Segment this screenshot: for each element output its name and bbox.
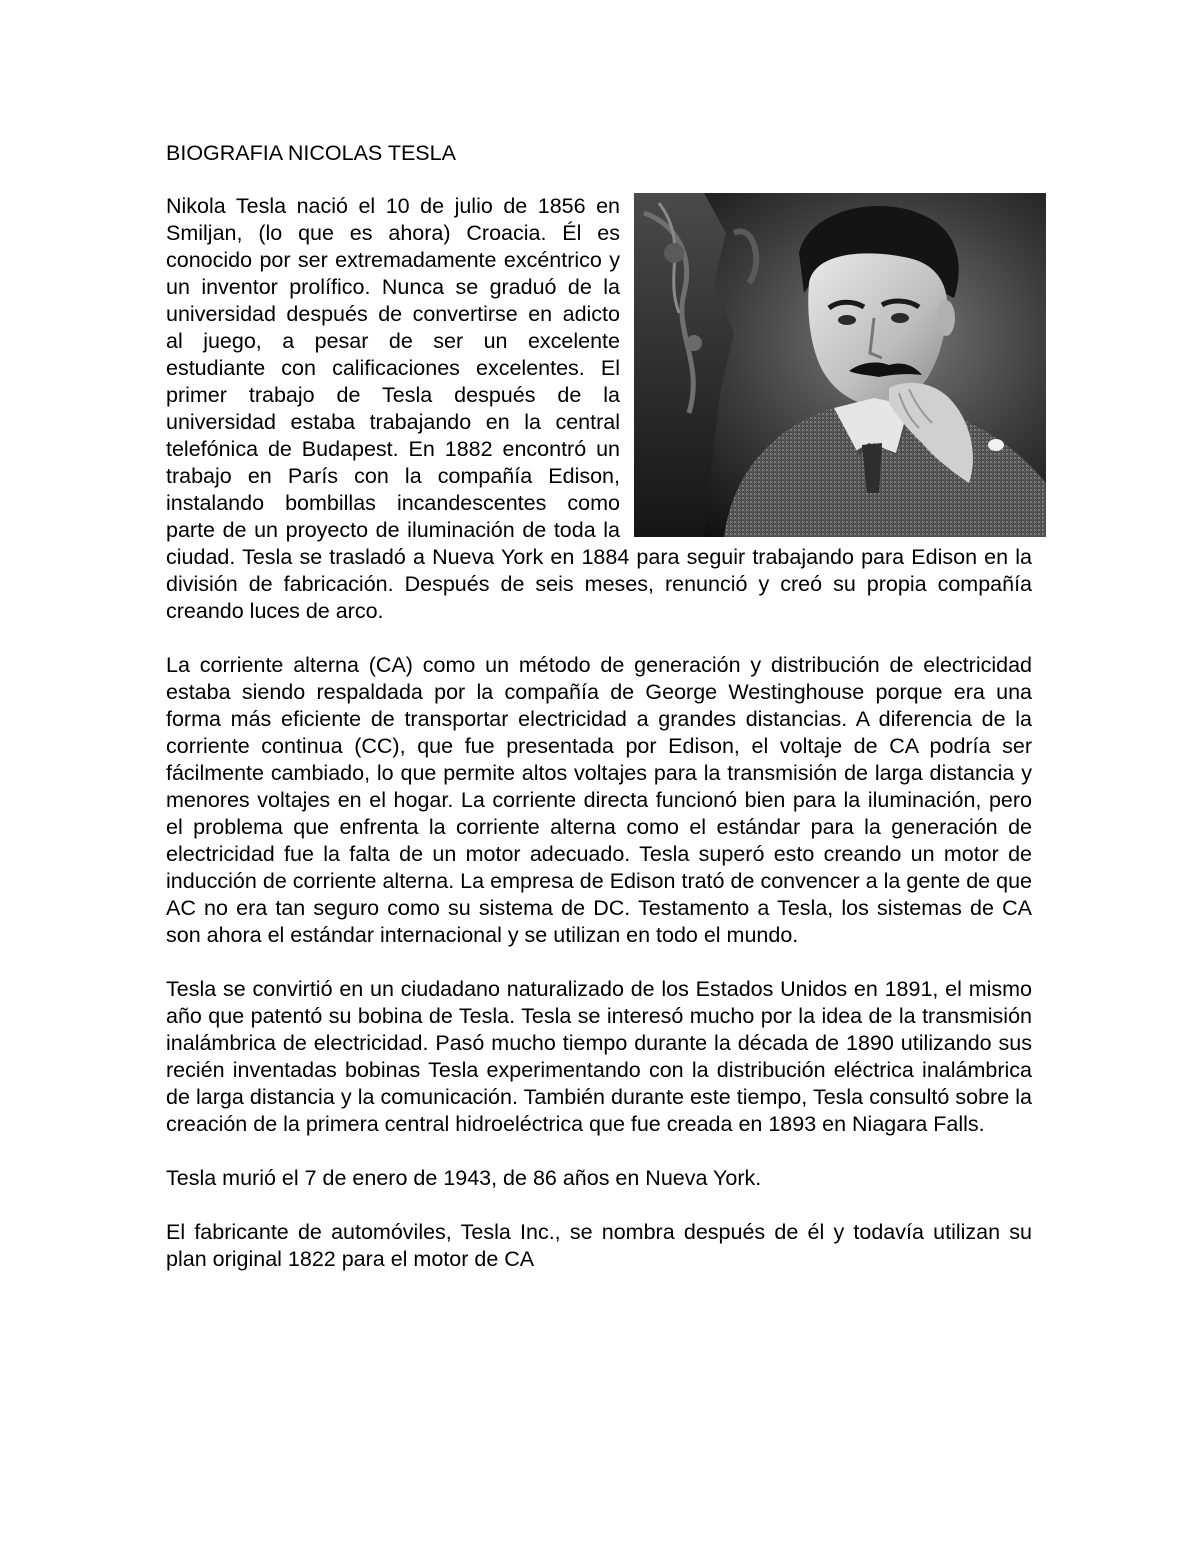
document-title: BIOGRAFIA NICOLAS TESLA xyxy=(166,141,456,165)
paragraph: Nikola Tesla nació el 10 de julio de 1856 en Smiljan, (lo que es ahora) Croacia. Él es conocido por ser extremadamente excéntrico y un inventor prolífico. Nunca se graduó de la universidad después de convertirse en adicto al juego, a pesar de ser un excelente estudiante con calificaciones excelentes. El primer trabajo de Tesla después de la universidad estaba trabajando en la central telefónica de Budapest. En 1882 encontró un trabajo en París con la compañía Edison, instalando bombillas incandescentes como parte de un proyecto de iluminación de toda la ciudad. Tesla se trasladó a Nueva York en 1884 para seguir trabajando para Edison en la división de fabricación. Después de seis meses, renunció y creó su propia compañía creando luces de arco. xyxy=(166,194,1032,623)
paragraph: Tesla se convirtió en un ciudadano naturalizado de los Estados Unidos en 1891, el mismo año que patentó su bobina de Tesla. Tesla se interesó mucho por la idea de la transmisión inalámbrica de electricidad. Pasó mucho tiempo durante la década de 1890 utilizando sus recién inventadas bobinas Tesla experimentando con la distribución eléctrica inalámbrica de larga distancia y la comunicación. También durante este tiempo, Tesla consultó sobre la creación de la primera central hidroeléctrica que fue creada en 1893 en Niagara Falls. xyxy=(166,977,1032,1136)
document-body xyxy=(166,193,1032,1300)
paragraph: Tesla murió el 7 de enero de 1943, de 86 años en Nueva York. xyxy=(166,1166,762,1190)
portrait-photo xyxy=(634,193,1046,537)
paragraph: La corriente alterna (CA) como un método de generación y distribución de electricidad estaba siendo respaldada por la compañía de George Westinghouse porque era una forma más eficiente de transportar electricidad a grandes distancias. A diferencia de la corriente continua (CC), que fue presentada por Edison, el voltaje de CA podría ser fácilmente cambiado, lo que permite altos voltajes para la transmisión de larga distancia y menores voltajes en el hogar. La corriente directa funcionó bien para la iluminación, pero el problema que enfrenta la corriente alterna como el estándar para la generación de electricidad fue la falta de un motor adecuado. Tesla superó esto creando un motor de inducción de corriente alterna. La empresa de Edison trató de convencer a la gente de que AC no era tan seguro como su sistema de DC. Testamento a Tesla, los sistemas de CA son ahora el estándar internacional y se utilizan en todo el mundo. xyxy=(166,653,1032,947)
paragraph: El fabricante de automóviles, Tesla Inc., se nombra después de él y todavía utilizan su plan original 1822 para el motor de CA xyxy=(166,1220,1032,1271)
